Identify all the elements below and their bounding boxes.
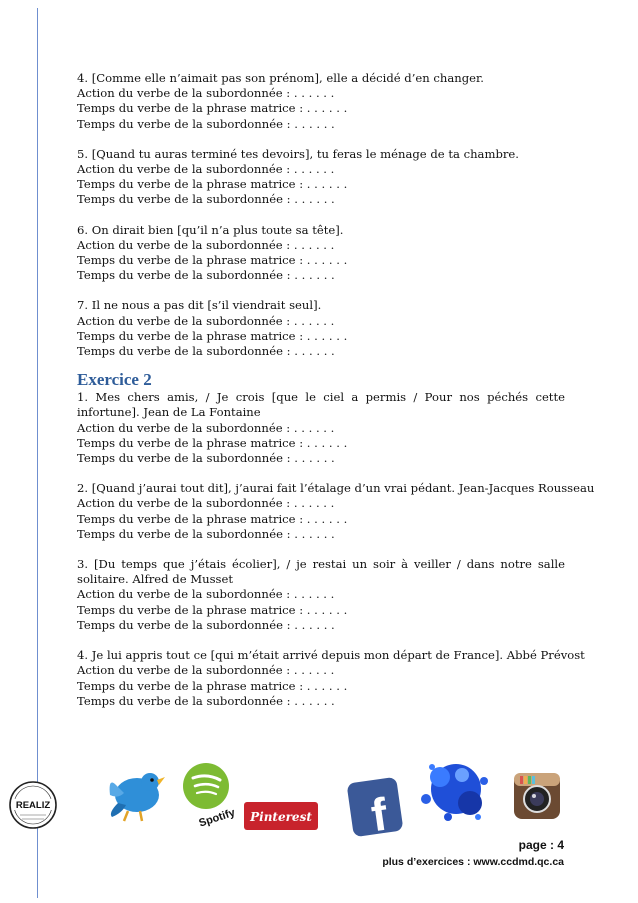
answer-line: Temps du verbe de la phrase matrice : . . . . . . bbox=[77, 602, 348, 617]
footer-website: plus d’exercices : www.ccdmd.qc.ca bbox=[382, 856, 564, 868]
svg-text:f: f bbox=[367, 787, 391, 842]
blue-paint-splash-icon bbox=[421, 764, 488, 821]
worksheet-content bbox=[77, 71, 595, 724]
answer-line: Action du verbe de la subordonnée : . . . . . . bbox=[77, 313, 335, 328]
exercise-item bbox=[77, 298, 565, 359]
svg-text:Pinterest: Pinterest bbox=[250, 810, 312, 824]
instagram-icon bbox=[514, 773, 560, 819]
facebook-icon bbox=[346, 777, 403, 842]
exercise-heading: Exercice 2 bbox=[77, 370, 152, 390]
answer-line: Temps du verbe de la phrase matrice : . . . . . . bbox=[77, 253, 348, 268]
answer-line: Temps du verbe de la subordonnée : . . . . . . bbox=[77, 268, 335, 283]
answer-line: Temps du verbe de la phrase matrice : . . . . . . bbox=[77, 101, 348, 116]
social-icons-strip bbox=[0, 755, 638, 850]
exercise-item bbox=[77, 557, 565, 633]
exercise-sentence: 4. Je lui appris tout ce [qui m’était arrivé depuis mon départ de France]. Abbé Prévost bbox=[77, 648, 585, 663]
answer-line: Action du verbe de la subordonnée : . . . . . . bbox=[77, 420, 335, 435]
answer-line: Temps du verbe de la subordonnée : . . . . . . bbox=[77, 451, 335, 466]
exercise-item bbox=[77, 390, 565, 466]
svg-text:REALIZ: REALIZ bbox=[15, 800, 51, 811]
exercise-sentence: 1. Mes chers amis, / Je crois [que le ciel a permis / Pour nos péchés cette infortune]. Jean de La Fontaine bbox=[77, 390, 565, 420]
svg-text:Spotify: Spotify bbox=[197, 806, 237, 830]
answer-line: Temps du verbe de la phrase matrice : . . . . . . bbox=[77, 435, 348, 450]
page-number: page : 4 bbox=[518, 838, 564, 852]
answer-line: Temps du verbe de la subordonnée : . . . . . . bbox=[77, 617, 335, 632]
exercise-sentence: 6. On dirait bien [qu’il n’a plus toute sa tête]. bbox=[77, 222, 344, 237]
answer-line: Temps du verbe de la subordonnée : . . . . . . bbox=[77, 192, 335, 207]
answer-line: Action du verbe de la subordonnée : . . . . . . bbox=[77, 237, 335, 252]
answer-line: Temps du verbe de la subordonnée : . . . . . . bbox=[77, 116, 335, 131]
exercise-sentence: 3. [Du temps que j’étais écolier], / je restai un soir à veiller / dans notre salle solitaire. Alfred de Musset bbox=[77, 557, 565, 587]
answer-line: Temps du verbe de la phrase matrice : . . . . . . bbox=[77, 678, 348, 693]
exercise-item bbox=[77, 223, 565, 284]
exercise-item bbox=[77, 481, 595, 542]
exercise-sentence: 7. Il ne nous a pas dit [s’il viendrait seul]. bbox=[77, 298, 322, 313]
realiz-logo-icon bbox=[10, 782, 56, 828]
answer-line: Action du verbe de la subordonnée : . . . . . . bbox=[77, 162, 335, 177]
pinterest-icon bbox=[244, 802, 318, 830]
exercise-sentence: 5. [Quand tu auras terminé tes devoirs], tu feras le ménage de ta chambre. bbox=[77, 146, 519, 161]
exercise-sentence: 4. [Comme elle n’aimait pas son prénom], elle a décidé d’en changer. bbox=[77, 71, 484, 85]
answer-line: Action du verbe de la subordonnée : . . . . . . bbox=[77, 86, 335, 101]
exercise-item bbox=[77, 648, 585, 709]
page-footer bbox=[382, 838, 564, 868]
answer-line: Temps du verbe de la phrase matrice : . . . . . . bbox=[77, 328, 348, 343]
exercise-item bbox=[77, 71, 565, 132]
answer-line: Action du verbe de la subordonnée : . . . . . . bbox=[77, 496, 335, 511]
exercise-item bbox=[77, 147, 565, 208]
twitter-bird-icon bbox=[110, 773, 165, 821]
answer-line: Temps du verbe de la subordonnée : . . . . . . bbox=[77, 693, 335, 708]
exercise-sentence: 2. [Quand j’aurai tout dit], j’aurai fait l’étalage d’un vrai pédant. Jean-Jacques Rousseau bbox=[77, 481, 595, 496]
answer-line: Action du verbe de la subordonnée : . . . . . . bbox=[77, 587, 335, 602]
answer-line: Temps du verbe de la phrase matrice : . . . . . . bbox=[77, 177, 348, 192]
answer-line: Temps du verbe de la phrase matrice : . . . . . . bbox=[77, 511, 348, 526]
answer-line: Temps du verbe de la subordonnée : . . . . . . bbox=[77, 526, 335, 541]
answer-line: Temps du verbe de la subordonnée : . . . . . . bbox=[77, 344, 335, 359]
spotify-icon bbox=[183, 763, 237, 830]
answer-line: Action du verbe de la subordonnée : . . . . . . bbox=[77, 663, 335, 678]
